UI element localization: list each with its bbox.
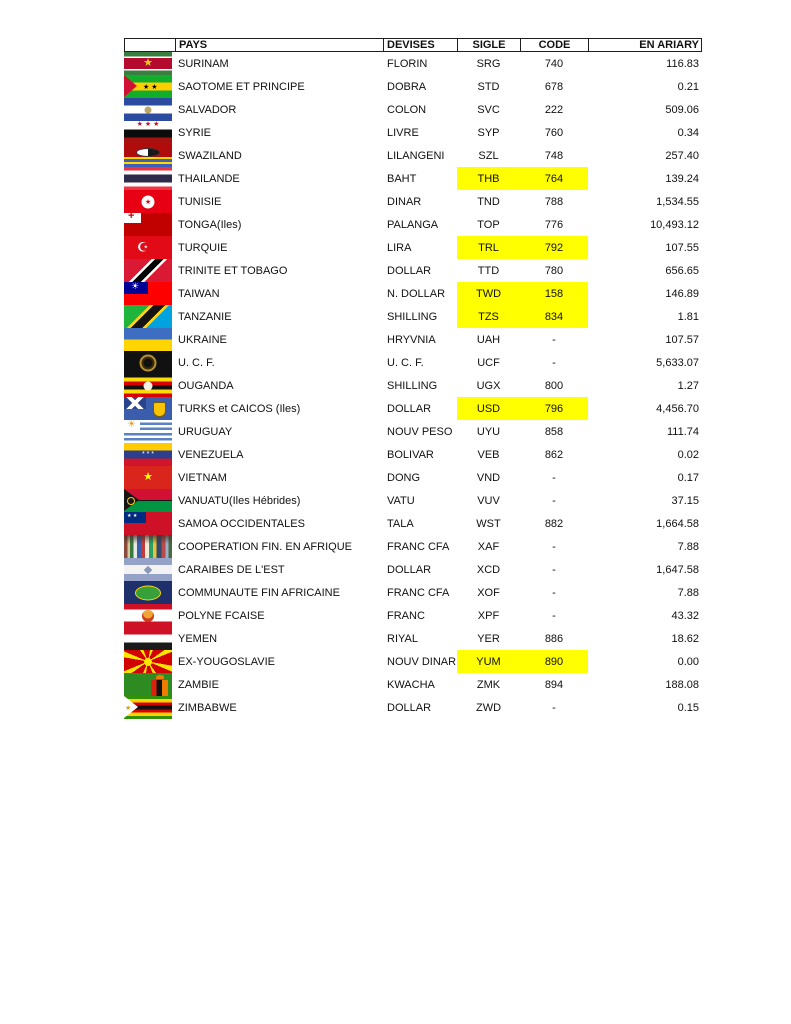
country-name: ZIMBABWE <box>178 701 237 714</box>
country-name: TURQUIE <box>178 241 228 254</box>
table-row <box>124 259 702 282</box>
salvador-flag-icon <box>124 98 172 121</box>
currency-table-body <box>124 52 702 719</box>
flag-cell <box>124 466 175 489</box>
tonga-flag-icon <box>124 213 172 236</box>
table-row <box>124 558 702 581</box>
currency-sigle: YUM <box>457 650 520 673</box>
flag-cell <box>124 236 175 259</box>
currency-sigle: YER <box>477 632 500 645</box>
table-row <box>124 374 702 397</box>
currency-name: FRANC <box>387 609 425 622</box>
currency-code: 678 <box>544 80 564 93</box>
rate-en-ariary: 107.57 <box>665 333 699 346</box>
currency-name: NOUV DINAR <box>387 655 457 668</box>
country-name: SYRIE <box>178 126 212 139</box>
country-name: YEMEN <box>178 632 218 645</box>
table-row <box>124 673 702 696</box>
flag-cell <box>124 282 175 305</box>
polynesie-flag-icon <box>124 604 172 627</box>
currency-sigle: WST <box>476 517 501 530</box>
currency-name: LIVRE <box>387 126 419 139</box>
flag-cell <box>124 98 175 121</box>
currency-name: DOLLAR <box>387 402 432 415</box>
currency-sigle: VUV <box>477 494 500 507</box>
header-devises: DEVISES <box>383 39 457 51</box>
rate-en-ariary: 0.15 <box>677 701 699 714</box>
currency-sigle: XAF <box>477 540 500 553</box>
currency-name: LIRA <box>387 241 412 254</box>
currency-code: 834 <box>520 305 588 328</box>
tanzanie-flag-icon <box>124 305 172 328</box>
currency-name: NOUV PESO <box>387 425 453 438</box>
rate-en-ariary: 0.34 <box>677 126 699 139</box>
rate-en-ariary: 18.62 <box>671 632 699 645</box>
rate-en-ariary: 116.83 <box>666 57 699 70</box>
currency-sigle: XPF <box>477 609 500 622</box>
tunisie-flag-icon <box>124 190 172 213</box>
currency-sigle: UCF <box>477 356 500 369</box>
flag-cell <box>124 190 175 213</box>
table-row <box>124 121 702 144</box>
table-row <box>124 213 702 236</box>
rate-en-ariary: 1.27 <box>677 379 699 392</box>
currency-name: FLORIN <box>387 57 428 70</box>
currency-sigle: UAH <box>476 333 501 346</box>
currency-name: RIYAL <box>387 632 418 645</box>
currency-name: HRYVNIA <box>387 333 436 346</box>
table-row <box>124 328 702 351</box>
table-row <box>124 167 702 190</box>
country-name: SWAZILAND <box>178 149 242 162</box>
flag-cell <box>124 443 175 466</box>
rate-en-ariary: 7.88 <box>677 586 699 599</box>
taiwan-flag-icon <box>124 282 172 305</box>
table-row <box>124 489 702 512</box>
table-row <box>124 144 702 167</box>
venezuela-flag-icon <box>124 443 172 466</box>
currency-name: PALANGA <box>387 218 439 231</box>
currency-code: 894 <box>544 678 564 691</box>
currency-code: - <box>552 563 556 576</box>
currency-name: VATU <box>387 494 415 507</box>
swaziland-flag-icon <box>124 144 172 167</box>
table-row <box>124 581 702 604</box>
country-name: SAOTOME ET PRINCIPE <box>178 80 305 93</box>
flag-cell <box>124 673 175 696</box>
currency-name: DOLLAR <box>387 563 432 576</box>
table-row <box>124 305 702 328</box>
rate-en-ariary: 0.17 <box>677 471 699 484</box>
currency-sigle: THB <box>457 167 520 190</box>
flag-cell <box>124 52 175 75</box>
flag-cell <box>124 650 175 673</box>
country-name: TONGA(Iles) <box>178 218 242 231</box>
rate-en-ariary: 111.74 <box>666 425 699 438</box>
currency-code: - <box>552 701 556 714</box>
country-name: COMMUNAUTE FIN AFRICAINE <box>178 586 340 599</box>
currency-code: 748 <box>544 149 564 162</box>
table-row <box>124 351 702 374</box>
ouganda-flag-icon <box>124 374 172 397</box>
currency-table <box>124 38 702 719</box>
flag-cell <box>124 627 175 650</box>
currency-sigle: SRG <box>476 57 501 70</box>
country-name: UKRAINE <box>178 333 227 346</box>
country-name: VENEZUELA <box>178 448 244 461</box>
flag-cell <box>124 535 175 558</box>
flag-cell <box>124 558 175 581</box>
flag-cell <box>124 75 175 98</box>
trinite-flag-icon <box>124 259 172 282</box>
country-name: VIETNAM <box>178 471 227 484</box>
currency-name: BOLIVAR <box>387 448 434 461</box>
currency-sigle: ZMK <box>476 678 501 691</box>
currency-code: - <box>552 471 556 484</box>
flag-cell <box>124 213 175 236</box>
currency-sigle: UYU <box>476 425 501 438</box>
table-row <box>124 420 702 443</box>
currency-sigle: TND <box>477 195 500 208</box>
currency-code: 780 <box>544 264 564 277</box>
currency-name: BAHT <box>387 172 417 185</box>
table-row <box>124 650 702 673</box>
currency-code: 764 <box>520 167 588 190</box>
flag-cell <box>124 420 175 443</box>
header-pays: PAYS <box>175 39 383 51</box>
header-code: CODE <box>520 39 588 51</box>
currency-sigle: TOP <box>477 218 500 231</box>
flag-cell <box>124 397 175 420</box>
country-name: THAILANDE <box>178 172 240 185</box>
table-row <box>124 190 702 213</box>
samoa-flag-icon <box>124 512 172 535</box>
table-header-row <box>124 38 702 52</box>
rate-en-ariary: 10,493.12 <box>650 218 699 231</box>
currency-sigle: TTD <box>477 264 500 277</box>
flag-cell <box>124 351 175 374</box>
flag-cell <box>124 259 175 282</box>
country-name: TURKS et CAICOS (Iles) <box>178 402 301 415</box>
currency-sigle: SVC <box>477 103 500 116</box>
table-row <box>124 627 702 650</box>
flag-cell <box>124 167 175 190</box>
currency-sigle: ZWD <box>475 701 502 714</box>
currency-sigle: TWD <box>457 282 520 305</box>
currency-code: 886 <box>544 632 564 645</box>
currency-code: 792 <box>520 236 588 259</box>
country-name: VANUATU(Iles Hébrides) <box>178 494 301 507</box>
currency-name: LILANGENI <box>387 149 445 162</box>
currency-name: U. C. F. <box>387 356 424 369</box>
rate-en-ariary: 37.15 <box>671 494 699 507</box>
flag-cell <box>124 121 175 144</box>
currency-sigle: SYP <box>477 126 500 139</box>
country-name: SURINAM <box>178 57 229 70</box>
currency-code: 788 <box>544 195 564 208</box>
rate-en-ariary: 1,647.58 <box>656 563 699 576</box>
country-name: TAIWAN <box>178 287 220 300</box>
table-row <box>124 397 702 420</box>
country-name: ZAMBIE <box>178 678 219 691</box>
turks-flag-icon <box>124 397 172 420</box>
currency-name: FRANC CFA <box>387 540 450 553</box>
currency-code: - <box>552 333 556 346</box>
currency-code: 862 <box>544 448 564 461</box>
flag-cell <box>124 374 175 397</box>
flag-cell <box>124 581 175 604</box>
rate-en-ariary: 139.24 <box>665 172 699 185</box>
currency-sigle: XCD <box>476 563 501 576</box>
saotome-flag-icon <box>124 75 172 98</box>
table-row <box>124 282 702 305</box>
rate-en-ariary: 257.40 <box>665 149 699 162</box>
currency-code: 800 <box>544 379 564 392</box>
currency-code: 858 <box>544 425 564 438</box>
table-row <box>124 696 702 719</box>
currency-name: N. DOLLAR <box>387 287 446 300</box>
currency-name: DOBRA <box>387 80 427 93</box>
rate-en-ariary: 5,633.07 <box>656 356 699 369</box>
zambie-flag-icon <box>124 673 172 696</box>
country-name: TANZANIE <box>178 310 232 323</box>
currency-name: DONG <box>387 471 420 484</box>
currency-code: 760 <box>544 126 564 139</box>
currency-sigle: USD <box>457 397 520 420</box>
cooperation-flag-icon <box>124 535 172 558</box>
country-name: URUGUAY <box>178 425 233 438</box>
rate-en-ariary: 107.55 <box>665 241 699 254</box>
rate-en-ariary: 0.02 <box>677 448 699 461</box>
country-name: POLYNE FCAISE <box>178 609 265 622</box>
turquie-flag-icon <box>124 236 172 259</box>
vietnam-flag-icon <box>124 466 172 489</box>
currency-code: 890 <box>520 650 588 673</box>
country-name: TUNISIE <box>178 195 222 208</box>
currency-sigle: VEB <box>477 448 500 461</box>
flag-cell <box>124 144 175 167</box>
currency-sigle: TRL <box>457 236 520 259</box>
currency-name: COLON <box>387 103 427 116</box>
table-row <box>124 535 702 558</box>
currency-code: 158 <box>520 282 588 305</box>
table-row <box>124 466 702 489</box>
currency-name: SHILLING <box>387 310 438 323</box>
currency-sigle: UGX <box>476 379 501 392</box>
table-row <box>124 75 702 98</box>
rate-en-ariary: 188.08 <box>665 678 699 691</box>
rate-en-ariary: 509.06 <box>665 103 699 116</box>
currency-code: 882 <box>544 517 564 530</box>
rate-en-ariary: 1.81 <box>677 310 699 323</box>
currency-code: 796 <box>520 397 588 420</box>
currency-code: 740 <box>544 57 564 70</box>
communaute-flag-icon <box>124 581 172 604</box>
currency-name: KWACHA <box>387 678 435 691</box>
rate-en-ariary: 656.65 <box>665 264 699 277</box>
zimbabwe-flag-icon <box>124 696 172 719</box>
table-row <box>124 512 702 535</box>
flag-cell <box>124 696 175 719</box>
country-name: OUGANDA <box>178 379 234 392</box>
rate-en-ariary: 1,534.55 <box>656 195 699 208</box>
currency-sigle: STD <box>477 80 500 93</box>
table-row <box>124 604 702 627</box>
currency-name: TALA <box>387 517 414 530</box>
header-sigle: SIGLE <box>457 39 520 51</box>
flag-cell <box>124 305 175 328</box>
rate-en-ariary: 7.88 <box>677 540 699 553</box>
currency-code: - <box>552 494 556 507</box>
country-name: TRINITE ET TOBAGO <box>178 264 288 277</box>
thailande-flag-icon <box>124 167 172 190</box>
currency-sigle: VND <box>476 471 501 484</box>
currency-sigle: XOF <box>477 586 500 599</box>
rate-en-ariary: 1,664.58 <box>656 517 699 530</box>
ukraine-flag-icon <box>124 328 172 351</box>
vanuatu-flag-icon <box>124 489 172 512</box>
currency-name: DOLLAR <box>387 701 432 714</box>
rate-en-ariary: 43.32 <box>671 609 699 622</box>
flag-cell <box>124 604 175 627</box>
currency-name: DOLLAR <box>387 264 432 277</box>
currency-code: - <box>552 609 556 622</box>
currency-code: 222 <box>544 103 564 116</box>
ex-yougoslavie-flag-icon <box>124 650 172 673</box>
country-name: CARAIBES DE L'EST <box>178 563 285 576</box>
rate-en-ariary: 146.89 <box>665 287 699 300</box>
table-row <box>124 443 702 466</box>
currency-code: - <box>552 586 556 599</box>
currency-name: SHILLING <box>387 379 438 392</box>
table-row <box>124 236 702 259</box>
currency-code: - <box>552 540 556 553</box>
country-name: COOPERATION FIN. EN AFRIQUE <box>178 540 352 553</box>
syrie-flag-icon <box>124 121 172 144</box>
currency-code: 776 <box>544 218 564 231</box>
header-flag-cell <box>125 39 175 51</box>
currency-sigle: TZS <box>457 305 520 328</box>
caraibes-flag-icon <box>124 558 172 581</box>
table-row <box>124 52 702 75</box>
rate-en-ariary: 4,456.70 <box>656 402 699 415</box>
header-en-ariary: EN ARIARY <box>588 39 701 51</box>
currency-code: - <box>552 356 556 369</box>
ucf-flag-icon <box>124 351 172 374</box>
flag-cell <box>124 328 175 351</box>
rate-en-ariary: 0.21 <box>677 80 699 93</box>
currency-name: DINAR <box>387 195 422 208</box>
country-name: U. C. F. <box>178 356 215 369</box>
country-name: SAMOA OCCIDENTALES <box>178 517 305 530</box>
country-name: EX-YOUGOSLAVIE <box>178 655 275 668</box>
rate-en-ariary: 0.00 <box>677 655 699 668</box>
flag-cell <box>124 512 175 535</box>
country-name: SALVADOR <box>178 103 237 116</box>
flag-cell <box>124 489 175 512</box>
surinam-flag-icon <box>124 52 172 75</box>
yemen-flag-icon <box>124 627 172 650</box>
currency-name: FRANC CFA <box>387 586 450 599</box>
table-row <box>124 98 702 121</box>
currency-sigle: SZL <box>478 149 499 162</box>
uruguay-flag-icon <box>124 420 172 443</box>
